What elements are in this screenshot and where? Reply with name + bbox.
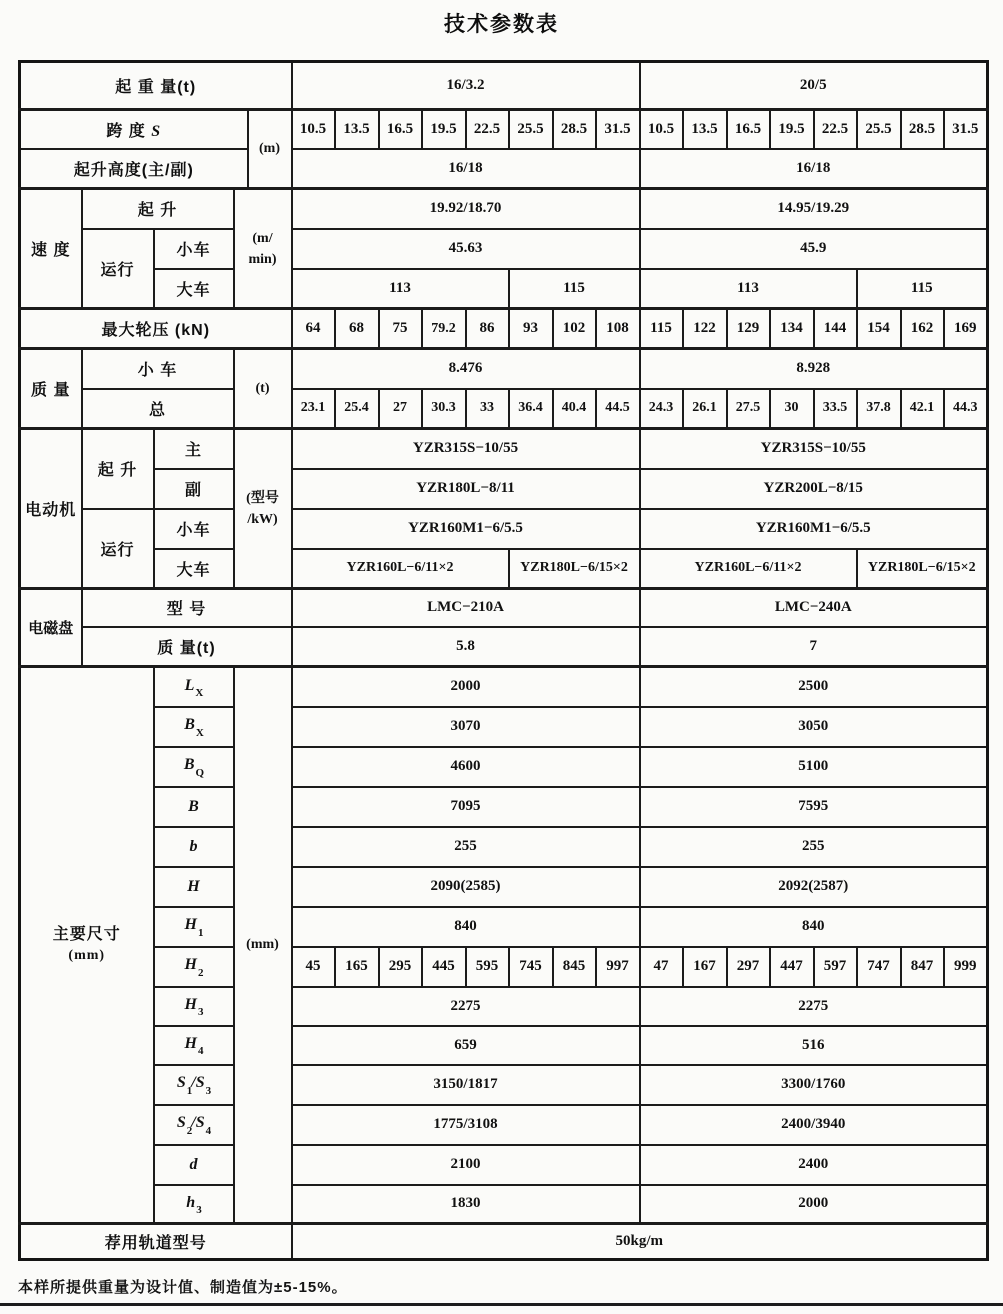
span-value-cell: 31.5 [944,110,988,149]
magnet-model-value: LMC−240A [640,589,988,627]
magnet-model-label: 型 号 [82,589,292,627]
dim-value: 2400 [640,1145,988,1185]
motor-aux-value: YZR180L−8/11 [292,469,640,509]
dim-value: 840 [640,907,988,947]
dim-value: 1830 [292,1185,640,1224]
dim-value: 2275 [292,987,640,1026]
dim-value: 2092(2587) [640,867,988,907]
mass-total-cell: 44.3 [944,389,988,429]
dim-value: 7095 [292,787,640,827]
motor-main-label: 主 [154,429,234,469]
h2-value-cell: 747 [857,947,901,987]
dim-symbol-base: H [184,916,197,934]
span-value-cell: 28.5 [901,110,944,149]
mass-total-cell: 37.8 [857,389,901,429]
h2-value-cell: 167 [683,947,727,987]
dim-symbol-base2: /S [191,1114,205,1132]
h2-value-cell: 845 [553,947,596,987]
dims-group-label [20,667,154,1224]
dim-symbol [154,707,234,747]
mass-total-label: 总 [82,389,234,429]
span-value-cell: 22.5 [814,110,857,149]
span-value-cell: 19.5 [770,110,814,149]
h2-value-cell: 445 [422,947,466,987]
mass-total-cell: 26.1 [683,389,727,429]
dim-value: 2275 [640,987,988,1026]
mass-trolley-label: 小 车 [82,349,234,389]
h2-value-cell: 295 [379,947,422,987]
motor-crane-label: 大车 [154,549,234,589]
lift-height-value: 16/18 [292,149,640,189]
dim-symbol-sub: 2 [197,966,204,979]
dim-value: 2000 [640,1185,988,1224]
motor-main-value: YZR315S−10/55 [292,429,640,469]
dim-value: 1775/3108 [292,1105,640,1145]
dim-value: 3300/1760 [640,1065,988,1105]
dim-symbol-base: d [189,1155,198,1173]
speed-crane-value: 115 [857,269,988,309]
dim-symbol [154,667,234,707]
dim-symbol-base: B [188,797,199,815]
mass-total-cell: 27.5 [727,389,770,429]
span-unit: (m) [248,110,292,189]
span-value-cell: 25.5 [857,110,901,149]
dim-value: 4600 [292,747,640,787]
wheel-load-cell: 144 [814,309,857,349]
span-value-cell: 28.5 [553,110,596,149]
dim-symbol-sub: 4 [197,1045,204,1058]
h2-value-cell: 997 [596,947,640,987]
wheel-load-cell: 75 [379,309,422,349]
dim-symbol [154,1065,234,1105]
span-value-cell: 10.5 [292,110,335,149]
span-value-cell: 13.5 [683,110,727,149]
dim-symbol [154,787,234,827]
motor-crane-value: YZR180L−6/15×2 [509,549,640,589]
speed-trolley-value: 45.63 [292,229,640,269]
motor-crane-value: YZR160L−6/11×2 [292,549,509,589]
wheel-load-cell: 93 [509,309,553,349]
dim-symbol-sub: 3 [196,1203,202,1216]
magnet-group-label: 电磁盘 [20,589,82,667]
rail-label: 荐用轨道型号 [20,1224,292,1260]
mass-unit: (t) [234,349,292,429]
dim-symbol-base: B [183,756,195,774]
span-label [20,110,248,149]
motor-crane-value: YZR160L−6/11×2 [640,549,857,589]
span-value-cell: 31.5 [596,110,640,149]
dim-value: 659 [292,1026,640,1065]
dim-symbol [154,1185,234,1224]
dim-value: 5100 [640,747,988,787]
speed-hoist-value: 14.95/19.29 [640,189,988,229]
wheel-load-cell: 68 [335,309,379,349]
bottom-rule [0,1303,1003,1306]
dim-symbol-sub: Q [195,766,205,779]
h2-value-cell: 45 [292,947,335,987]
wheel-load-cell: 86 [466,309,509,349]
wheel-load-cell: 102 [553,309,596,349]
speed-crane-label: 大车 [154,269,234,309]
dim-symbol-sub2: 4 [205,1124,212,1137]
dim-symbol-base: S [176,1114,186,1132]
mass-total-cell: 33.5 [814,389,857,429]
dim-value: 2500 [640,667,988,707]
mass-total-cell: 42.1 [901,389,944,429]
dim-symbol-base2: /S [191,1074,205,1092]
wheel-load-cell: 129 [727,309,770,349]
speed-group-label: 速 度 [20,189,82,309]
dim-symbol [154,827,234,867]
dim-value: 7595 [640,787,988,827]
wheel-load-label: 最大轮压 (kN) [20,309,292,349]
span-value-cell: 13.5 [335,110,379,149]
magnet-mass-value: 7 [640,627,988,667]
wheel-load-cell: 108 [596,309,640,349]
page-title: 技术参数表 [444,13,559,36]
motor-crane-value: YZR180L−6/15×2 [857,549,988,589]
dim-symbol-sub2: 3 [205,1084,212,1097]
dim-symbol-sub: X [195,686,204,699]
dim-symbol-base: S [176,1074,186,1092]
motor-aux-value: YZR200L−8/15 [640,469,988,509]
speed-unit [234,189,292,309]
h2-value-cell: 745 [509,947,553,987]
wheel-load-cell: 115 [640,309,683,349]
dim-value: 255 [640,827,988,867]
span-value-cell: 22.5 [466,110,509,149]
span-symbol: S [151,122,162,140]
speed-crane-value: 115 [509,269,640,309]
mass-group-label: 质 量 [20,349,82,429]
footnote: 本样所提供重量为设计值、制造值为±5-15%。 [18,1279,348,1296]
motor-trolley-value: YZR160M1−6/5.5 [640,509,988,549]
dim-value: 2100 [292,1145,640,1185]
dim-symbol-sub: 2 [186,1124,193,1137]
dim-symbol [154,1145,234,1185]
magnet-mass-value: 5.8 [292,627,640,667]
dim-symbol-base: H [184,1034,197,1052]
dims-group-line1: 主要尺寸 [52,926,121,944]
dim-symbol-sub: 1 [186,1084,193,1097]
mass-total-cell: 40.4 [553,389,596,429]
speed-trolley-label: 小车 [154,229,234,269]
dims-unit: (mm) [234,667,292,1224]
dim-symbol [154,987,234,1026]
mass-total-cell: 30.3 [422,389,466,429]
wheel-load-cell: 64 [292,309,335,349]
dim-value: 2000 [292,667,640,707]
parameters-table [18,60,989,1261]
dim-value: 516 [640,1026,988,1065]
capacity-value: 20/5 [640,62,988,110]
dim-value: 3070 [292,707,640,747]
dim-symbol-base: L [184,676,195,694]
h2-value-cell: 297 [727,947,770,987]
h2-value-cell: 597 [814,947,857,987]
rail-value: 50kg/m [292,1224,988,1260]
mass-total-cell: 27 [379,389,422,429]
wheel-load-cell: 154 [857,309,901,349]
dim-symbol-base: b [189,837,198,855]
dim-symbol [154,747,234,787]
lift-height-label: 起升高度(主/副) [20,149,248,189]
span-label-text: 跨 度 [106,122,152,140]
speed-crane-value: 113 [292,269,509,309]
dim-symbol [154,1105,234,1145]
capacity-value: 16/3.2 [292,62,640,110]
span-value-cell: 16.5 [727,110,770,149]
speed-hoist-label: 起 升 [82,189,234,229]
mass-total-cell: 24.3 [640,389,683,429]
dim-value: 3150/1817 [292,1065,640,1105]
dim-symbol [154,907,234,947]
speed-trolley-value: 45.9 [640,229,988,269]
h2-value-cell: 595 [466,947,509,987]
span-value-cell: 19.5 [422,110,466,149]
dim-symbol-base: H [184,995,197,1013]
motor-main-value: YZR315S−10/55 [640,429,988,469]
dim-value: 2400/3940 [640,1105,988,1145]
mass-trolley-value: 8.476 [292,349,640,389]
motor-trolley-value: YZR160M1−6/5.5 [292,509,640,549]
capacity-label: 起 重 量(t) [20,62,292,110]
motor-group-label: 电动机 [20,429,82,589]
mass-total-cell: 23.1 [292,389,335,429]
dim-symbol-sub: 3 [197,1006,204,1019]
mass-trolley-value: 8.928 [640,349,988,389]
span-value-cell: 25.5 [509,110,553,149]
dim-symbol-base: H [187,877,200,895]
motor-unit-line2: /kW) [247,511,278,527]
motor-trolley-label: 小车 [154,509,234,549]
mass-total-cell: 33 [466,389,509,429]
h2-value-cell: 999 [944,947,988,987]
dim-symbol [154,947,234,987]
speed-travel-label: 运行 [82,229,154,309]
motor-travel-label: 运行 [82,509,154,589]
motor-unit [234,429,292,589]
motor-hoist-label: 起 升 [82,429,154,509]
dims-group-line2: (mm) [68,948,106,964]
span-value-cell: 10.5 [640,110,683,149]
h2-value-cell: 47 [640,947,683,987]
speed-hoist-value: 19.92/18.70 [292,189,640,229]
motor-unit-line1: (型号 [246,490,279,506]
wheel-load-cell: 134 [770,309,814,349]
dim-symbol-sub: X [195,726,204,739]
dim-value: 2090(2585) [292,867,640,907]
mass-total-cell: 30 [770,389,814,429]
speed-crane-value: 113 [640,269,857,309]
lift-height-value: 16/18 [640,149,988,189]
wheel-load-cell: 79.2 [422,309,466,349]
magnet-model-value: LMC−210A [292,589,640,627]
speed-unit-line1: (m/ [252,230,273,246]
wheel-load-cell: 122 [683,309,727,349]
span-value-cell: 16.5 [379,110,422,149]
magnet-mass-label: 质 量(t) [82,627,292,667]
speed-unit-line2: min) [248,251,277,267]
h2-value-cell: 165 [335,947,379,987]
mass-total-cell: 44.5 [596,389,640,429]
dim-symbol-base: H [184,956,197,974]
wheel-load-cell: 169 [944,309,988,349]
dim-value: 840 [292,907,640,947]
spec-table [18,60,989,1261]
dim-value: 3050 [640,707,988,747]
mass-total-cell: 25.4 [335,389,379,429]
dim-symbol-sub: 1 [197,926,204,939]
dim-symbol-base: h [186,1193,196,1211]
mass-total-cell: 36.4 [509,389,553,429]
motor-aux-label: 副 [154,469,234,509]
h2-value-cell: 447 [770,947,814,987]
dim-value: 255 [292,827,640,867]
dim-symbol [154,1026,234,1065]
wheel-load-cell: 162 [901,309,944,349]
h2-value-cell: 847 [901,947,944,987]
dim-symbol-base: B [184,716,195,734]
dim-symbol [154,867,234,907]
